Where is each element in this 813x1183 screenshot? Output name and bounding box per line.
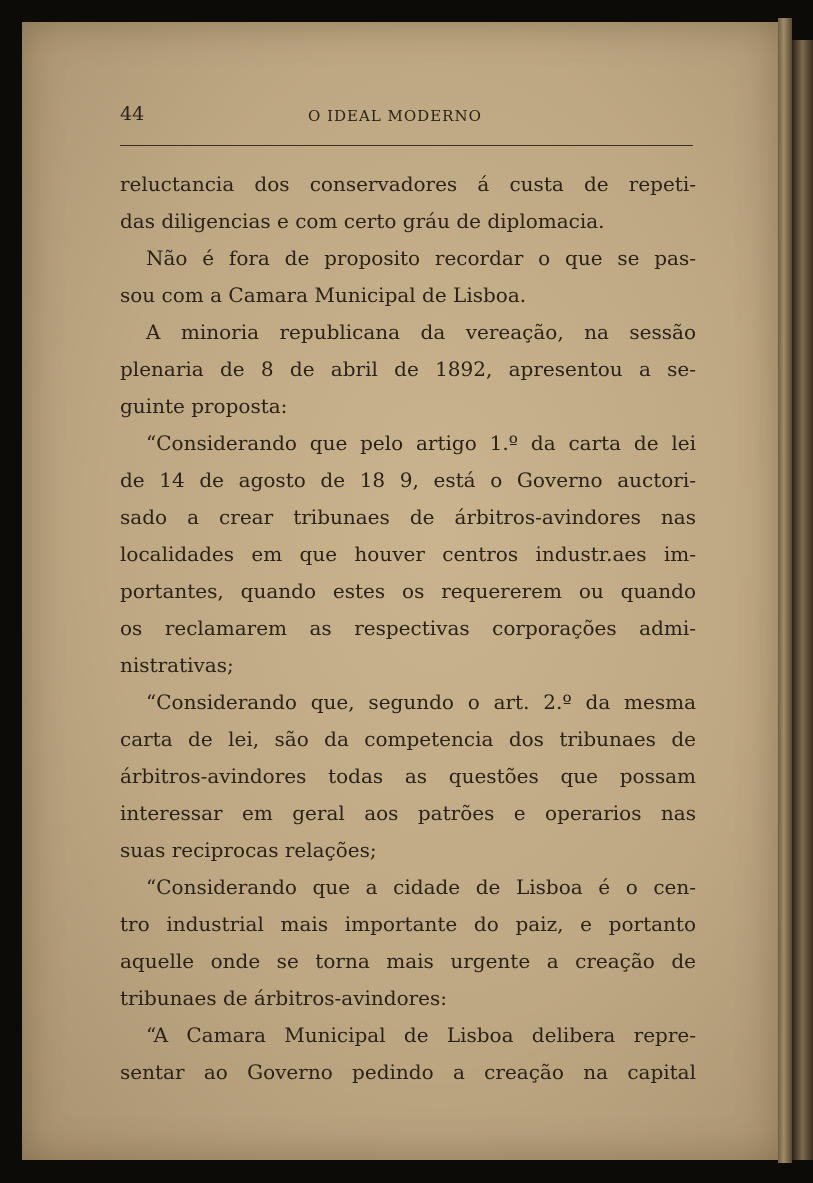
text-line: localidades em que houver centros industr.aes im-: [120, 542, 696, 566]
text-line: tribunaes de árbitros-avindores:: [120, 986, 448, 1010]
text-line: plenaria de 8 de abril de 1892, apresentou a se-: [120, 357, 696, 381]
text-line: de 14 de agosto de 18 9, está o Governo auctori-: [120, 468, 696, 492]
text-line: sou com a Camara Municipal de Lisboa.: [120, 283, 527, 307]
book-outer-edge: [792, 40, 813, 1160]
running-head: [98, 103, 698, 129]
text-line: os reclamarem as respectivas corporações admi-: [120, 616, 696, 640]
text-line: interessar em geral aos patrões e operarios nas: [120, 801, 696, 825]
header-rule: [120, 145, 693, 146]
text-line: “Considerando que a cidade de Lisboa é o cen-: [146, 875, 696, 899]
text-line: “Considerando que pelo artigo 1.º da carta de lei: [146, 431, 696, 455]
body-text: [120, 166, 696, 1091]
text-line: árbitros-avindores todas as questões que possam: [120, 764, 696, 788]
text-line: suas reciprocas relações;: [120, 838, 377, 862]
running-title: O IDEAL MODERNO: [308, 107, 482, 125]
text-line: das diligencias e com certo gráu de diplomacia.: [120, 209, 605, 233]
text-line: sado a crear tribunaes de árbitros-avindores nas: [120, 505, 696, 529]
text-line: tro industrial mais importante do paiz, e portanto: [120, 912, 696, 936]
text-line: sentar ao Governo pedindo a creação na capital: [120, 1060, 696, 1084]
text-line: “A Camara Municipal de Lisboa delibera repre-: [146, 1023, 696, 1047]
text-line: aquelle onde se torna mais urgente a creação de: [120, 949, 696, 973]
text-line: Não é fora de proposito recordar o que se pas-: [146, 246, 696, 270]
book-gutter-edge: [778, 18, 792, 1163]
text-line: nistrativas;: [120, 653, 234, 677]
text-line: reluctancia dos conservadores á custa de repeti-: [120, 172, 696, 196]
text-line: “Considerando que, segundo o art. 2.º da mesma: [146, 690, 696, 714]
text-line: A minoria republicana da vereação, na sessão: [146, 320, 696, 344]
text-line: portantes, quando estes os requererem ou quando: [120, 579, 696, 603]
text-line: guinte proposta:: [120, 394, 288, 418]
text-line: carta de lei, são da competencia dos tribunaes de: [120, 727, 696, 751]
page-number: 44: [120, 103, 145, 125]
